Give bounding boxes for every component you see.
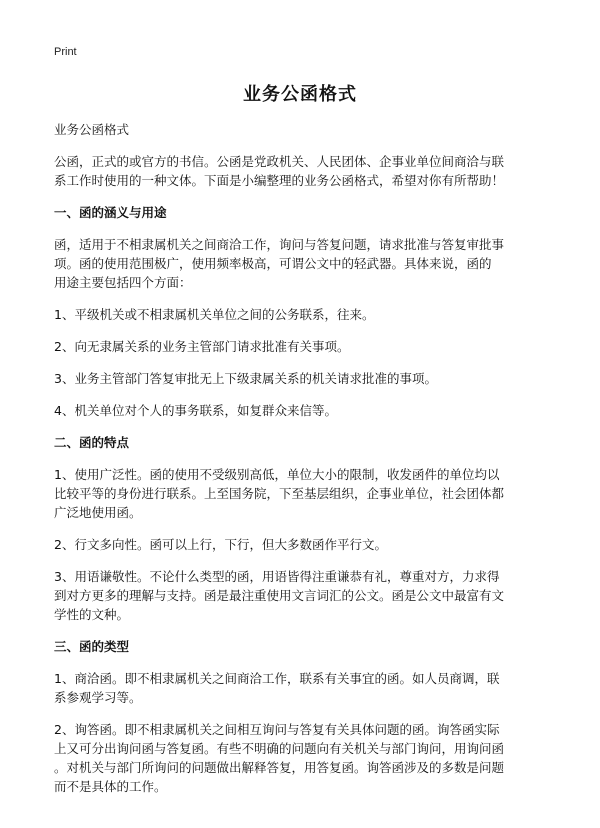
page-title: 业务公函格式 xyxy=(243,84,357,105)
list-item: 3、用语谦敬性。不论什么类型的函，用语皆得注重谦恭有礼，尊重对方，力求得 到对方更多的理解与支持。函是最注重使用文言词汇的公文。函是公文中最富有文 学性的文种。 xyxy=(54,569,505,622)
list-item: 1、商洽函。即不相隶属机关之间商洽工作，联系有关事宜的函。如人员商调，联 系参观学习等。 xyxy=(54,671,500,705)
section-heading: 三、函的类型 xyxy=(54,639,130,654)
list-item: 1、使用广泛性。函的使用不受级别高低，单位大小的限制，收发函件的单位均以 比较平等的身份进行联系。上至国务院，下至基层组织，企事业单位，社会团体都 广泛地使用函。 xyxy=(54,467,505,520)
list-item: 1、平级机关或不相隶属机关单位之间的公务联系，往来。 xyxy=(54,307,375,322)
section-heading: 一、函的涵义与用途 xyxy=(54,205,167,220)
list-item: 4、机关单位对个人的事务联系，如复群众来信等。 xyxy=(54,403,337,418)
document-subtitle: 业务公函格式 xyxy=(54,122,130,137)
section-heading: 二、函的特点 xyxy=(54,435,130,450)
list-item: 2、向无隶属关系的业务主管部门请求批准有关事项。 xyxy=(54,339,350,354)
print-label: Print xyxy=(54,46,77,58)
list-item: 3、业务主管部门答复审批无上下级隶属关系的机关请求批准的事项。 xyxy=(54,371,437,386)
intro-paragraph: 公函，正式的或官方的书信。公函是党政机关、人民团体、企事业单位间商洽与联 系工作时使用的一种文体。下面是小编整理的业务公函格式，希望对你有所帮助！ xyxy=(54,154,505,188)
document-body xyxy=(54,120,554,809)
list-item: 2、询答函。即不相隶属机关之间相互询问与答复有关具体问题的函。询答函实际 上又可分出询问函与答复函。有些不明确的问题向有关机关与部门询问，用询问函 。对机关与部门所询问的问题做出解释答复，用答复函。询答函涉及的多数是问题 而不是具体的工作。 xyxy=(54,722,505,794)
section-paragraph: 函，适用于不相隶属机关之间商洽工作，询问与答复问题，请求批准与答复审批事 项。函的使用范围极广，使用频率极高，可谓公文中的轻武器。具体来说，函的 用途主要包括四个方面： xyxy=(54,237,505,290)
list-item: 2、行文多向性。函可以上行，下行，但大多数函作平行文。 xyxy=(54,537,387,552)
